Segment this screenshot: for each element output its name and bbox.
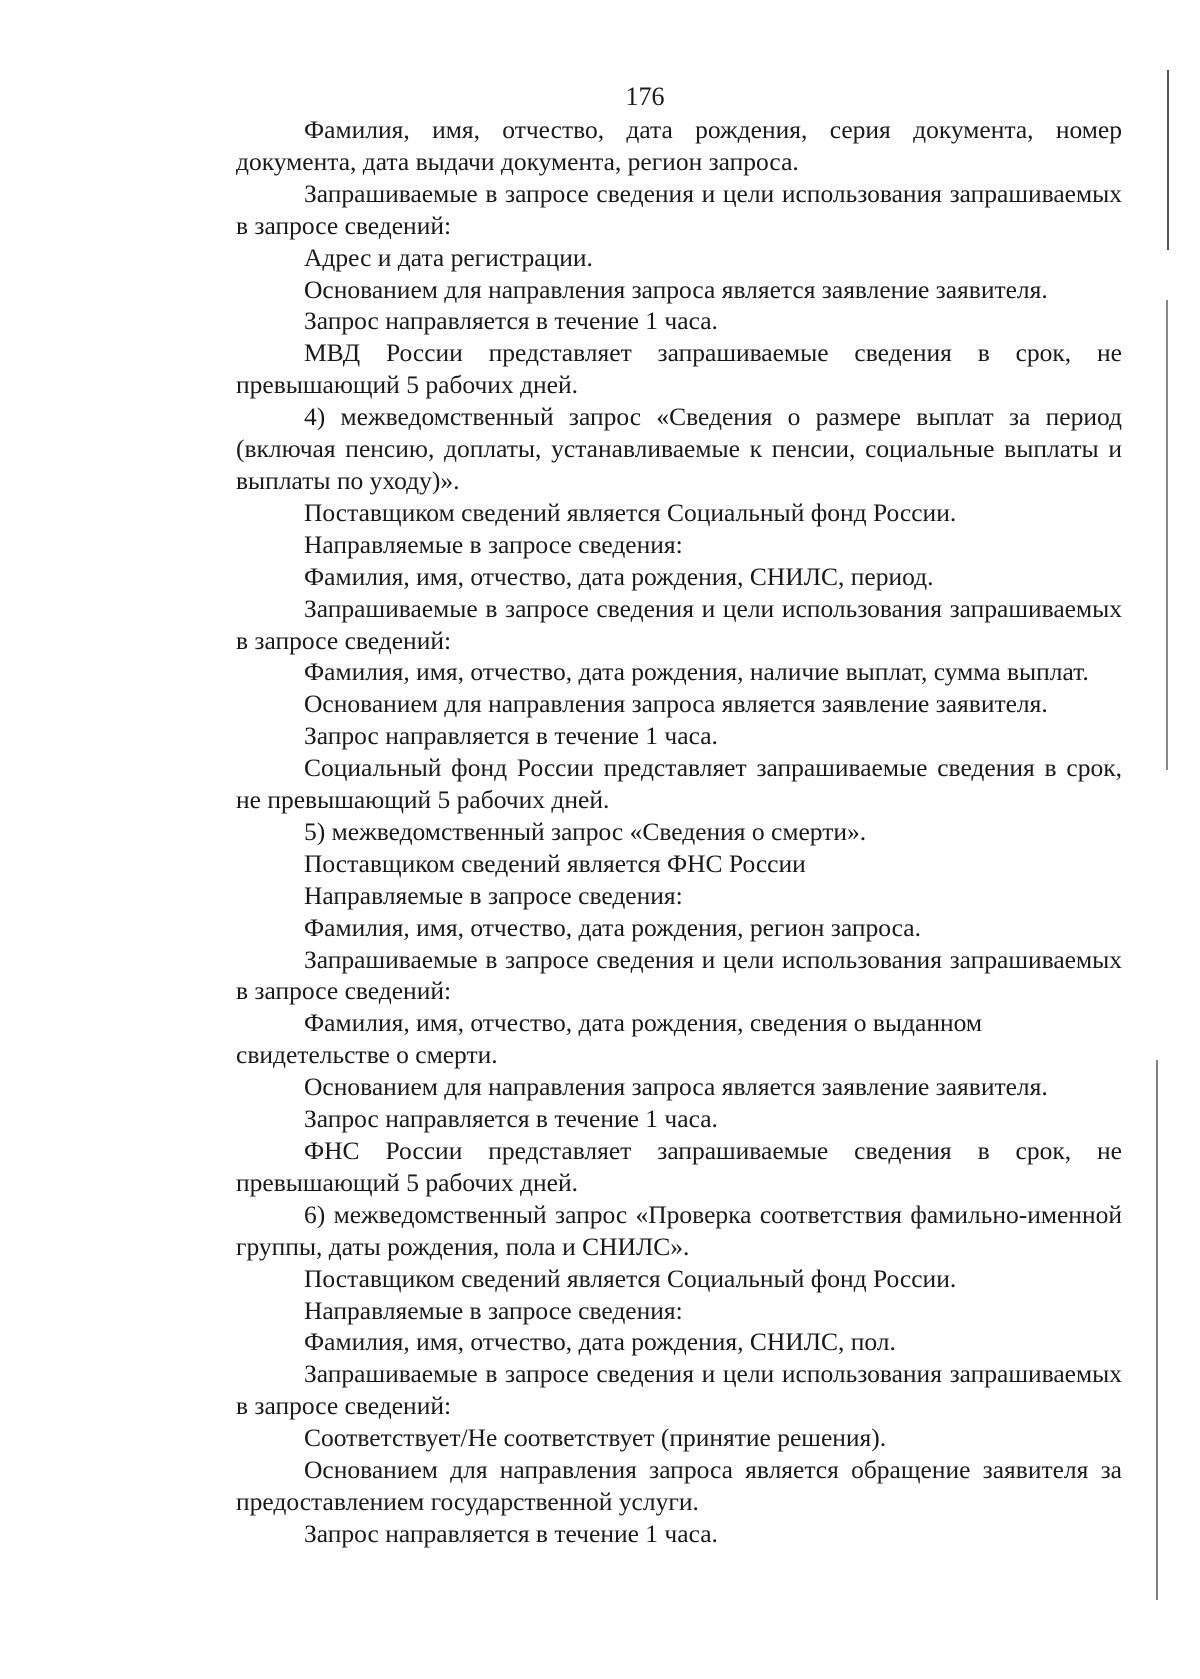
paragraph: Фамилия, имя, отчество, дата рождения, регион запроса. xyxy=(304,912,921,942)
paragraph: Социальный фонд России представляет запрашиваемые сведения в срок, не превышающий 5 рабочих дней. xyxy=(236,753,1122,815)
paragraph: Фамилия, имя, отчество, дата рождения, наличие выплат, сумма выплат. xyxy=(304,657,1089,687)
scan-margin-line xyxy=(1166,300,1168,770)
page-number: 176 xyxy=(625,82,665,111)
paragraph: Запрашиваемые в запросе сведения и цели использования запрашиваемых в запросе сведений: xyxy=(236,1359,1122,1421)
paragraph: Основанием для направления запроса является заявление заявителя. xyxy=(304,274,1048,304)
paragraph: Фамилия, имя, отчество, дата рождения, СНИЛС, период. xyxy=(304,561,934,591)
paragraph: Поставщиком сведений является Социальный фонд России. xyxy=(304,1263,957,1293)
paragraph: Запрашиваемые в запросе сведения и цели использования запрашиваемых в запросе сведений: xyxy=(236,944,1122,1006)
paragraph: Соответствует/Не соответствует (принятие решения). xyxy=(304,1423,887,1453)
paragraph: Основанием для направления запроса является обращение заявителя за предоставлением государственной услуги. xyxy=(236,1455,1122,1516)
scan-margin-line xyxy=(1167,70,1169,250)
paragraph: 4) межведомственный запрос «Сведения о размере выплат за период (включая пенсию, доплаты, устанавливаемые к пенсии, социальные выплаты и выплаты по уходу)». xyxy=(236,402,1122,495)
paragraph: Запрос направляется в течение 1 часа. xyxy=(304,1104,718,1134)
paragraph: Запрос направляется в течение 1 часа. xyxy=(304,306,718,336)
paragraph: ФНС России представляет запрашиваемые сведения в срок, не превышающий 5 рабочих дней. xyxy=(236,1136,1122,1197)
paragraph: 6) межведомственный запрос «Проверка соответствия фамильно-именной группы, даты рождения, пола и СНИЛС». xyxy=(236,1199,1122,1261)
paragraph: Направляемые в запросе сведения: xyxy=(304,1295,683,1325)
paragraph: Запрашиваемые в запросе сведения и цели использования запрашиваемых в запросе сведений: xyxy=(236,593,1122,655)
paragraph: Запрос направляется в течение 1 часа. xyxy=(304,1518,718,1548)
paragraph: Направляемые в запросе сведения: xyxy=(304,529,683,559)
paragraph: 5) межведомственный запрос «Сведения о смерти». xyxy=(304,816,867,846)
paragraph: Поставщиком сведений является ФНС России xyxy=(304,848,806,878)
paragraph: Запрос направляется в течение 1 часа. xyxy=(304,721,718,751)
paragraph: Основанием для направления запроса является заявление заявителя. xyxy=(304,689,1048,719)
paragraph: Направляемые в запросе сведения: xyxy=(304,880,683,910)
paragraph: Запрашиваемые в запросе сведения и цели использования запрашиваемых в запросе сведений: xyxy=(236,178,1122,240)
paragraph: Адрес и дата регистрации. xyxy=(304,242,593,272)
body-text xyxy=(236,114,1122,1550)
paragraph: Фамилия, имя, отчество, дата рождения, серия документа, номер документа, дата выдачи документа, регион запроса. xyxy=(236,115,1122,176)
scan-margin-line xyxy=(1156,1060,1158,1600)
paragraph: Поставщиком сведений является Социальный фонд России. xyxy=(304,497,957,527)
paragraph: Основанием для направления запроса является заявление заявителя. xyxy=(304,1072,1048,1102)
paragraph: Фамилия, имя, отчество, дата рождения, сведения о выданном свидетельстве о смерти. xyxy=(236,1008,983,1070)
paragraph: МВД России представляет запрашиваемые сведения в срок, не превышающий 5 рабочих дней. xyxy=(236,338,1122,400)
paragraph: Фамилия, имя, отчество, дата рождения, СНИЛС, пол. xyxy=(304,1327,896,1357)
